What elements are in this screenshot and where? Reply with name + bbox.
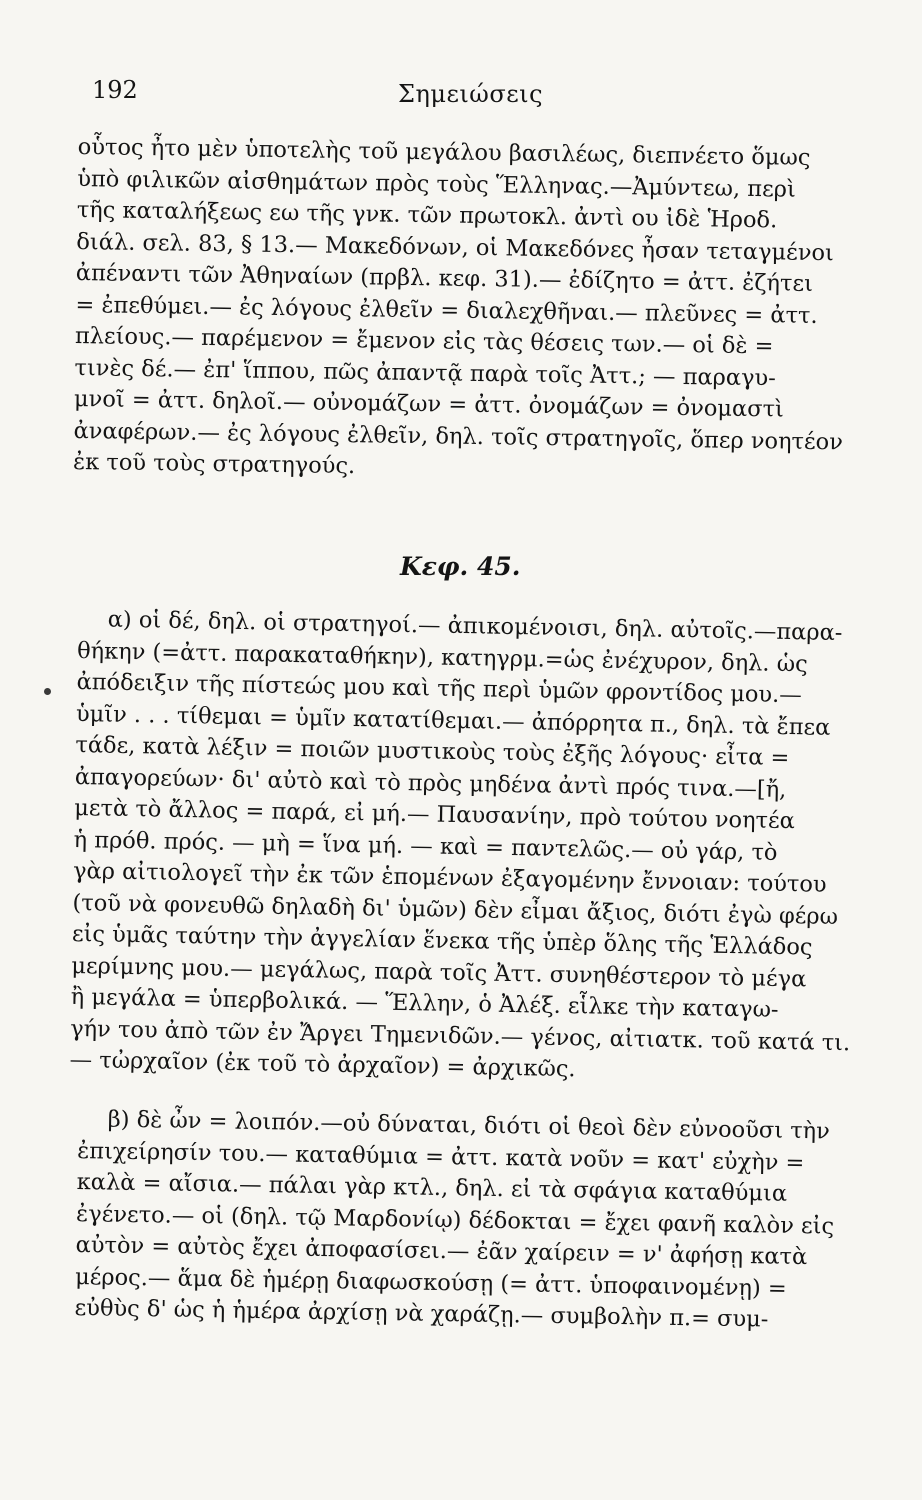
- page-number: 192: [92, 76, 138, 104]
- text-line: β) δὲ ὦν = λοιπόν.—οὐ δύναται, διότι οἱ θεοὶ δὲν εὐνοοῦσι τὴν: [107, 1106, 831, 1145]
- text-line: ἐπιχείρησίν του.— καταθύμια = ἀττ. κατὰ νοῦν = κατ' εὐχὴν =: [77, 1137, 805, 1176]
- text-line: μετὰ τὸ ἄλλος = παρά, εἰ μή.— Παυσανίην, πρὸ τούτου νοητέα: [74, 794, 796, 835]
- text-line: ἢ μεγάλα = ὑπερβολικά. — Ἕλλην, ὁ Ἀλέξ. εἷλκε τὴν καταγω-: [70, 983, 779, 1023]
- text-line: ἐκ τοῦ τοὺς στρατηγούς.: [72, 448, 356, 480]
- text-line: ἀπαγορεύων· δι' αὐτὸ καὶ τὸ πρὸς μηδένα ἀντὶ πρός τινα.—[ἤ,: [74, 763, 787, 803]
- text-line: = ἐπεθύμει.— ἐς λόγους ἐλθεῖν = διαλεχθῆναι.— πλεῦνες = ἀττ.: [75, 291, 818, 329]
- text-line: τινὲς δέ.— ἐπ' ἵππου, πῶς ἀπαντᾷ παρὰ τοῖς Ἀττ.; — παραγυ-: [74, 354, 777, 391]
- running-head: Σημειώσεις: [398, 80, 544, 108]
- text-line: ἀναφέρων.— ἐς λόγους ἐλθεῖν, δηλ. τοῖς στρατηγοῖς, ὅπερ νοητέον: [73, 417, 844, 455]
- text-line: ἡ πρόθ. πρός. — μὴ = ἵνα μή. — καὶ = παντελῶς.— οὐ γάρ, τὸ: [73, 826, 778, 866]
- text-line: τῆς καταλήξεως εω τῆς γνκ. τῶν πρωτοκλ. ἀντὶ ου ἰδὲ Ἡροδ.: [76, 196, 778, 234]
- text-line: τάδε, κατὰ λέξιν = ποιῶν μυστικοὺς τοὺς ἐξῆς λόγους· εἶτα =: [75, 731, 790, 772]
- text-line: πλείους.— παρέμενον = ἔμενον εἰς τὰς θέσεις των.— οἱ δὲ =: [74, 322, 774, 360]
- text-line: ἐγένετο.— οἱ (δηλ. τῷ Μαρδονίῳ) δέδοκται = ἔχει φανῆ καλὸν εἰς: [75, 1200, 835, 1240]
- notes-section-3: [74, 1104, 838, 1337]
- text-line: εὐθὺς δ' ὡς ἡ ἡμέρα ἀρχίσῃ νὰ χαράζῃ.— συμβολὴν π.= συμ-: [74, 1294, 769, 1333]
- text-line: μέρος.— ἅμα δὲ ἡμέρῃ διαφωσκούσῃ (= ἀττ. ὑποφαινομένῃ) =: [74, 1263, 787, 1302]
- text-line: καλὰ = αἴσια.— πάλαι γὰρ κτλ., δηλ. εἰ τὰ σφάγια καταθύμια: [76, 1168, 788, 1207]
- text-line: — τὠρχαῖον (ἐκ τοῦ τὸ ἀρχαῖον) = ἀρχικῶς.: [69, 1046, 576, 1083]
- text-line: εἰς ὑμᾶς ταύτην τὴν ἀγγελίαν ἕνεκα τῆς ὑπὲρ ὅλης τῆς Ἑλλάδος: [71, 920, 813, 961]
- notes-section-1: [72, 132, 844, 490]
- chapter-heading: Κεφ. 45.: [400, 552, 521, 581]
- text-line: ἀπόδειξιν τῆς πίστεώς μου καὶ τῆς περὶ ὑμῶν φροντίδος μου.—: [76, 668, 802, 709]
- text-line: μερίμνης μου.— μεγάλως, παρὰ τοῖς Ἀττ. συνηθέστερον τὸ μέγα: [71, 952, 807, 992]
- text-line: οὗτος ἦτο μὲν ὑποτελὴς τοῦ μεγάλου βασιλέως, διεπνέετο ὅμως: [77, 133, 811, 171]
- text-line: ὑμῖν . . . τίθεμαι = ὑμῖν κατατίθεμαι.— ἀπόρρητα π., δηλ. τὰ ἔπεα: [75, 700, 831, 741]
- text-line: αὐτὸν = αὐτὸς ἔχει ἀποφασίσει.— ἐᾶν χαίρειν = ν' ἀφήσῃ κατὰ: [75, 1231, 808, 1271]
- text-line: ἀπέναντι τῶν Ἀθηναίων (πρβλ. κεφ. 31).— ἐδίζητο = ἀττ. ἐζήτει: [75, 259, 814, 297]
- text-line: θήκην (=ἀττ. παρακαταθήκην), κατηγρμ.=ὡς ἐνέχυρον, δηλ. ὡς: [76, 637, 808, 677]
- text-line: (τοῦ νὰ φονευθῶ δηλαδὴ δι' ὑμῶν) δὲν εἶμαι ἄξιος, διότι ἐγὼ φέρω: [72, 889, 839, 930]
- text-line: γήν του ἀπὸ τῶν ἐν Ἄργει Τημενιδῶν.— γένος, αἰτιατκ. τοῦ κατά τι.: [69, 1015, 851, 1056]
- text-line: διάλ. σελ. 83, § 13.— Μακεδόνων, οἱ Μακεδόνες ἦσαν τεταγμένοι: [76, 228, 835, 266]
- text-line: μνοῖ = ἀττ. δηλοῖ.— οὐνομάζων = ἀττ. ὀνομάζων = ὀνομαστὶ: [73, 385, 785, 423]
- text-line: α) οἱ δέ, δηλ. οἱ στρατηγοί.— ἀπικομένοισι, δηλ. αὐτοῖς.—παρα-: [107, 606, 843, 647]
- notes-section-2: [69, 604, 851, 1090]
- margin-speck: [44, 688, 51, 695]
- text-line: ὑπὸ φιλικῶν αἰσθημάτων πρὸς τοὺς Ἕλληνας.—Ἀμύντεω, περὶ: [77, 165, 796, 203]
- text-line: γὰρ αἰτιολογεῖ τὴν ἐκ τῶν ἑπομένων ἐξαγομένην ἔννοιαν: τούτου: [72, 857, 827, 898]
